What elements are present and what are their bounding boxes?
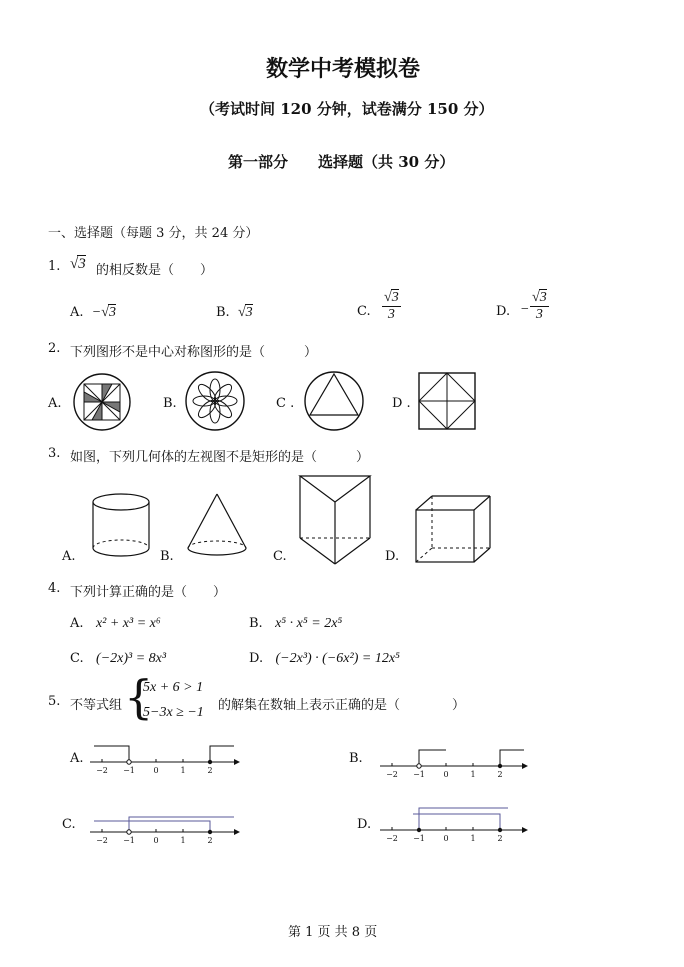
axis-arrow: [522, 763, 528, 769]
q5-numberline-c: [88, 812, 240, 850]
tick-label: 1: [180, 836, 186, 845]
q5-label-d[interactable]: D.: [357, 817, 372, 832]
q3-number: 3.: [48, 446, 61, 461]
q2-label-a[interactable]: A.: [48, 396, 62, 411]
axis-arrow: [522, 827, 528, 833]
q5-label-b[interactable]: B.: [349, 751, 363, 766]
q1-option-d-sign: −: [520, 302, 530, 317]
q3-label-a[interactable]: A.: [62, 549, 76, 564]
q4-option-a[interactable]: A. x² + x³ = x⁶: [70, 616, 161, 631]
tick-label: 1: [470, 834, 476, 843]
q4-text: 下列计算正确的是（ ）: [70, 585, 227, 600]
q5-inequality-2: 5−3x ≥ −1: [143, 705, 204, 720]
q2-label-b[interactable]: B.: [163, 396, 177, 411]
q1-option-d-fraction: $\frac{√3}{3}$: [532, 290, 547, 322]
q5-numberline-b: [378, 744, 528, 778]
tick-label: −2: [386, 834, 398, 843]
closed-point: [498, 764, 502, 768]
open-point: [127, 830, 131, 834]
q3-figure-c-triangular-prism: [298, 474, 372, 566]
tick-label: 0: [153, 766, 159, 775]
axis-arrow: [234, 829, 240, 835]
section-heading: 一、选择题（每题 3 分，共 24 分）: [48, 226, 259, 241]
tick-label: 2: [497, 770, 503, 779]
q5-numberline-a: [88, 738, 240, 775]
solution-ray: [413, 814, 500, 830]
q2-number: 2.: [48, 341, 61, 356]
tick-label: −1: [123, 766, 135, 775]
tick-label: 1: [180, 766, 186, 775]
solution-ray: [210, 746, 234, 762]
q4-a-expr: x² + x³ = x⁶: [95, 616, 161, 631]
q4-c-expr: (−2x)³ = 8x³: [96, 651, 167, 666]
q1-option-a[interactable]: A. −√3: [70, 305, 116, 320]
tick-label: −2: [386, 770, 398, 779]
q1-text: 的相反数是（ ）: [96, 263, 214, 278]
solution-ray: [94, 746, 129, 762]
tick-label: 1: [470, 770, 476, 779]
page-title: 数学中考模拟卷: [266, 56, 421, 82]
tick-label: −2: [96, 836, 108, 845]
q2-figure-a-pinwheel: [72, 372, 132, 432]
tick-label: 2: [207, 836, 213, 845]
exam-info: （考试时间 120 分钟，试卷满分 150 分）: [200, 100, 494, 118]
closed-point: [498, 828, 502, 832]
tick-label: −2: [96, 766, 108, 775]
q3-text: 如图，下列几何体的左视图不是矩形的是（ ）: [70, 450, 370, 465]
q3-label-b[interactable]: B.: [160, 549, 174, 564]
open-point: [417, 764, 421, 768]
tick-label: 0: [153, 836, 159, 845]
q3-label-c[interactable]: C.: [273, 549, 287, 564]
solution-ray: [500, 750, 524, 766]
q5-number: 5.: [48, 694, 61, 709]
axis-arrow: [234, 759, 240, 765]
q2-label-c[interactable]: C .: [276, 396, 295, 411]
q4-d-expr: (−2x³) · (−6x²) = 12x⁵: [275, 651, 400, 666]
closed-point: [417, 828, 421, 832]
q5-inequality-1: 5x + 6 > 1: [143, 680, 204, 695]
q2-figure-c-triangle-in-circle: [303, 370, 365, 432]
q4-number: 4.: [48, 581, 61, 596]
q1-option-c-label[interactable]: C.: [357, 304, 371, 319]
q5-label-a[interactable]: A.: [70, 751, 84, 766]
q5-numberline-d: [378, 804, 528, 846]
q3-figure-d-cube: [414, 494, 492, 564]
solution-ray: [419, 750, 446, 766]
q1-radical: √3: [70, 256, 86, 272]
q1-option-b[interactable]: B. √3: [216, 305, 253, 320]
closed-point: [208, 830, 212, 834]
tick-label: 0: [443, 834, 449, 843]
q1-option-d-label[interactable]: D.: [496, 304, 511, 319]
q2-figure-b-flower: [184, 370, 246, 432]
page-footer: 第 1 页 共 8 页: [288, 925, 378, 940]
q1-number: 1.: [48, 259, 61, 274]
tick-label: −1: [123, 836, 135, 845]
solution-ray: [129, 817, 234, 832]
q3-figure-a-cylinder: [90, 492, 152, 560]
q5-text-before: 不等式组: [70, 698, 123, 713]
q3-figure-b-cone: [184, 492, 250, 560]
q4-option-b[interactable]: B. x⁵ · x⁵ = 2x⁵: [249, 616, 343, 631]
tick-label: 2: [207, 766, 213, 775]
tick-label: 2: [497, 834, 503, 843]
closed-point: [208, 760, 212, 764]
q3-label-d[interactable]: D.: [385, 549, 400, 564]
solution-ray: [419, 808, 508, 830]
tick-label: −1: [413, 834, 425, 843]
q5-brace: {: [124, 670, 154, 724]
tick-label: −1: [413, 770, 425, 779]
solution-ray: [94, 821, 210, 832]
q2-text: 下列图形不是中心对称图形的是（ ）: [70, 345, 318, 360]
q2-figure-d-square-pattern: [418, 372, 478, 430]
tick-label: 0: [443, 770, 449, 779]
open-point: [127, 760, 131, 764]
q4-option-d[interactable]: D. (−2x³) · (−6x²) = 12x⁵: [249, 651, 400, 666]
q1-option-c-fraction: $\frac{√3}{3}$: [384, 290, 399, 322]
q5-text-after: 的解集在数轴上表示正确的是（ ）: [218, 698, 466, 713]
part-heading: 第一部分 选择题（共 30 分）: [228, 153, 455, 171]
q5-label-c[interactable]: C.: [62, 817, 76, 832]
q2-label-d[interactable]: D .: [392, 396, 411, 411]
q4-b-expr: x⁵ · x⁵ = 2x⁵: [275, 616, 343, 631]
q4-option-c[interactable]: C. (−2x)³ = 8x³: [70, 651, 167, 666]
